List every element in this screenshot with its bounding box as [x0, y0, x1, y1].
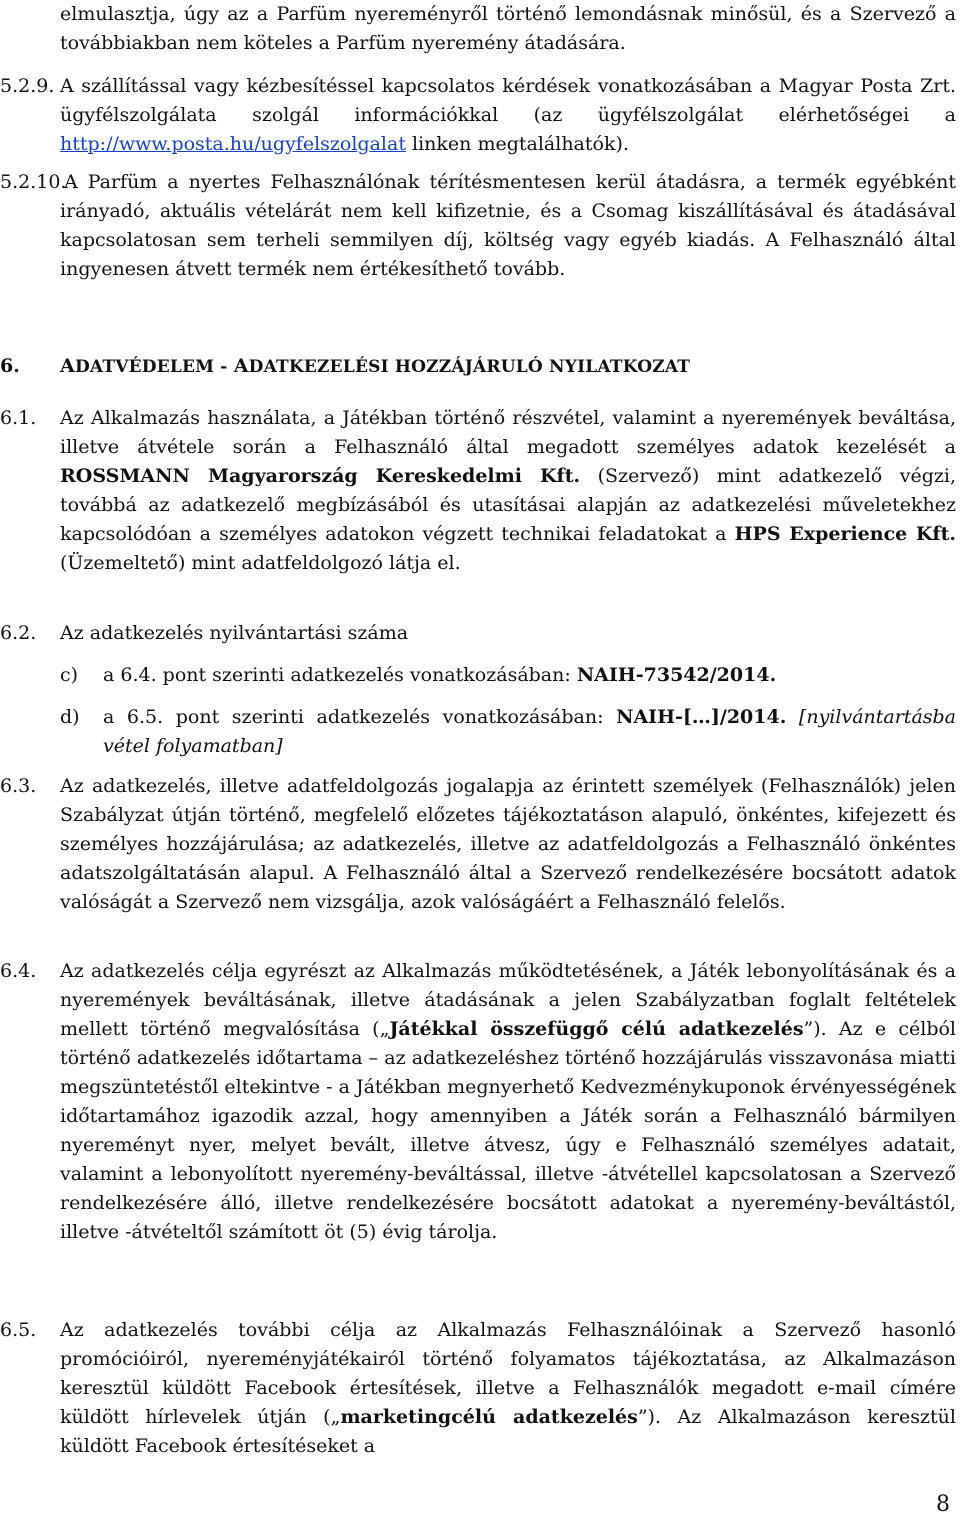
list-label-d: d): [60, 706, 80, 728]
paragraph-6-1-text-2: (Szervező) mint adatkezelő végzi, továbbá az adatkezelő megbízásából és utasításai alapján az adatkezelési műveletekhez kapcsolódóan a személyes adatokon végzett technikai feladatokat a: [60, 465, 956, 545]
continuation-text: elmulasztja, úgy az a Parfüm nyereményről történő lemondásnak minősül, és a Szervező a továbbiakban nem köteles a Parfüm nyeremény átadására.: [60, 3, 956, 54]
page-number: 8: [936, 1492, 950, 1517]
section-number-6-5: 6.5.: [0, 1319, 37, 1341]
registration-pending-note: [nyilvántartásba vétel folyamatban]: [103, 706, 957, 757]
section-number-6-1: 6.1.: [0, 407, 37, 429]
paragraph-5-2-9-text: A szállítással vagy kézbesítéssel kapcsolatos kérdések vonatkozásában a Magyar Posta Zrt. ügyfélszolgálata szolgál információkkal (az ügyfélszolgálat elérhetőségei a: [60, 75, 956, 126]
heading-initial-a: A: [60, 355, 75, 377]
paragraph-6-2-text: Az adatkezelés nyilvántartási száma: [60, 622, 409, 644]
section-number-6-4: 6.4.: [0, 960, 37, 982]
company-hps: HPS Experience Kft.: [734, 523, 956, 545]
paragraph-6-1: [60, 404, 956, 578]
paragraph-6-4-text: Az adatkezelés célja egyrészt az Alkalmazás működtetésének, a Játék lebonyolításának és a nyeremények beváltásának, illetve átadásának a jelen Szabályzatban foglalt feltételek mellett történő megvalósítása („: [60, 960, 956, 1040]
section-number-5-2-9: 5.2.9.: [0, 75, 55, 97]
paragraph-5-2-9: [60, 72, 956, 159]
list-item-c: [103, 661, 956, 690]
heading-word-adatkezelesi: DATKEZELÉSI HOZZÁJÁRULÓ NYILATKOZAT: [248, 357, 691, 377]
paragraph-6-3-text: Az adatkezelés, illetve adatfeldolgozás jogalapja az érintett személyek (Felhasználók) jelen Szabályzat útján történő, megfelelő előzetes tájékoztatáson alapuló, önkéntes, kifejezett és személyes hozzájárulása; az adatkezelés, illetve az adatfeldolgozás a Felhasználó önkéntes adatszolgáltatásán alapul. A Felhasználó által a Szervező rendelkezésére bocsátott adatok valóságát a Szervező nem vizsgálja, azok valóságáért a Felhasználó felelős.: [60, 775, 956, 913]
list-item-d-text: a 6.5. pont szerinti adatkezelés vonatkozásában:: [103, 706, 617, 728]
list-item-d: [103, 703, 956, 761]
paragraph-5-2-9-tail: linken megtalálhatók).: [405, 133, 629, 155]
company-rossmann: ROSSMANN Magyarország Kereskedelmi Kft.: [60, 465, 581, 487]
section-number-5-2-10: 5.2.10.: [0, 171, 67, 193]
paragraph-6-5-text: Az adatkezelés további célja az Alkalmazás Felhasználóinak a Szervező hasonló promócióiról, nyereményjátékairól történő folyamatos tájékoztatása, az Alkalmazáson keresztül küldött Facebook értesítések, illetve a Felhasználók megadott e-mail címére küldött hírlevelek útján („: [60, 1319, 956, 1428]
section-number-6: 6.: [0, 355, 20, 377]
naih-number-d: NAIH-[…]/2014.: [616, 706, 787, 728]
paragraph-6-5: [60, 1316, 956, 1461]
list-label-c: c): [60, 664, 79, 686]
section-number-6-3: 6.3.: [0, 775, 37, 797]
heading-separator: -: [214, 357, 234, 377]
paragraph-6-5-text-2: ”). Az Alkalmazáson keresztül küldött Facebook értesítéseket a: [60, 1406, 956, 1457]
naih-number-c: NAIH-73542/2014.: [576, 664, 777, 686]
section-6-heading: [60, 352, 690, 382]
section-number-6-2: 6.2.: [0, 622, 37, 644]
marketing-purpose-term: marketingcélú adatkezelés: [340, 1406, 638, 1428]
heading-word-adatvedelem: DATVÉDELEM: [74, 357, 215, 377]
paragraph-6-3: [60, 772, 956, 917]
continuation-paragraph: [60, 0, 956, 58]
paragraph-5-2-10: [60, 168, 956, 284]
paragraph-6-4-text-2: ”). Az e célból történő adatkezelés időtartama – az adatkezeléshez történő hozzájárulás visszavonása miatti megszüntetéstől eltekintve - a Játékban megnyerhető Kedvezménykuponok érvényességének időtartamához igazodik azzal, hogy amennyiben a Játék során a Felhasználó bármilyen nyereményt nyer, melyet bevált, illetve átvesz, úgy e Felhasználó személyes adatait, valamint a lebonyolított nyeremény-beváltással, illetve -átvétellel kapcsolatosan a Szervező rendelkezésére álló, illetve rendelkezésére bocsátott adatokat a nyeremény-beváltástól, illetve -átvételtől számított öt (5) évig tárolja.: [60, 1018, 956, 1243]
heading-initial-a-2: A: [233, 355, 249, 377]
game-purpose-term: Játékkal összefüggő célú adatkezelés: [389, 1018, 804, 1040]
paragraph-5-2-10-text: A Parfüm a nyertes Felhasználónak térítésmentesen kerül átadásra, a termék egyébként irányadó, aktuális vételárát nem kell kifizetnie, és a Csomag kiszállításával és átadásával kapcsolatosan sem terheli semmilyen díj, költség vagy egyéb kiadás. A Felhasználó által ingyenesen átvett termék nem értékesíthető tovább.: [60, 171, 956, 280]
list-item-c-text: a 6.4. pont szerinti adatkezelés vonatkozásában:: [103, 664, 577, 686]
posta-support-link[interactable]: http://www.posta.hu/ugyfelszolgalat: [60, 133, 406, 155]
paragraph-6-1-text: Az Alkalmazás használata, a Játékban történő részvétel, valamint a nyeremények beváltása, illetve átvétele során a Felhasználó által megadott személyes adatok kezelését a: [60, 407, 956, 458]
paragraph-6-2: [60, 619, 956, 648]
paragraph-6-4: [60, 957, 956, 1247]
paragraph-6-1-text-3: (Üzemeltető) mint adatfeldolgozó látja el.: [60, 552, 461, 574]
